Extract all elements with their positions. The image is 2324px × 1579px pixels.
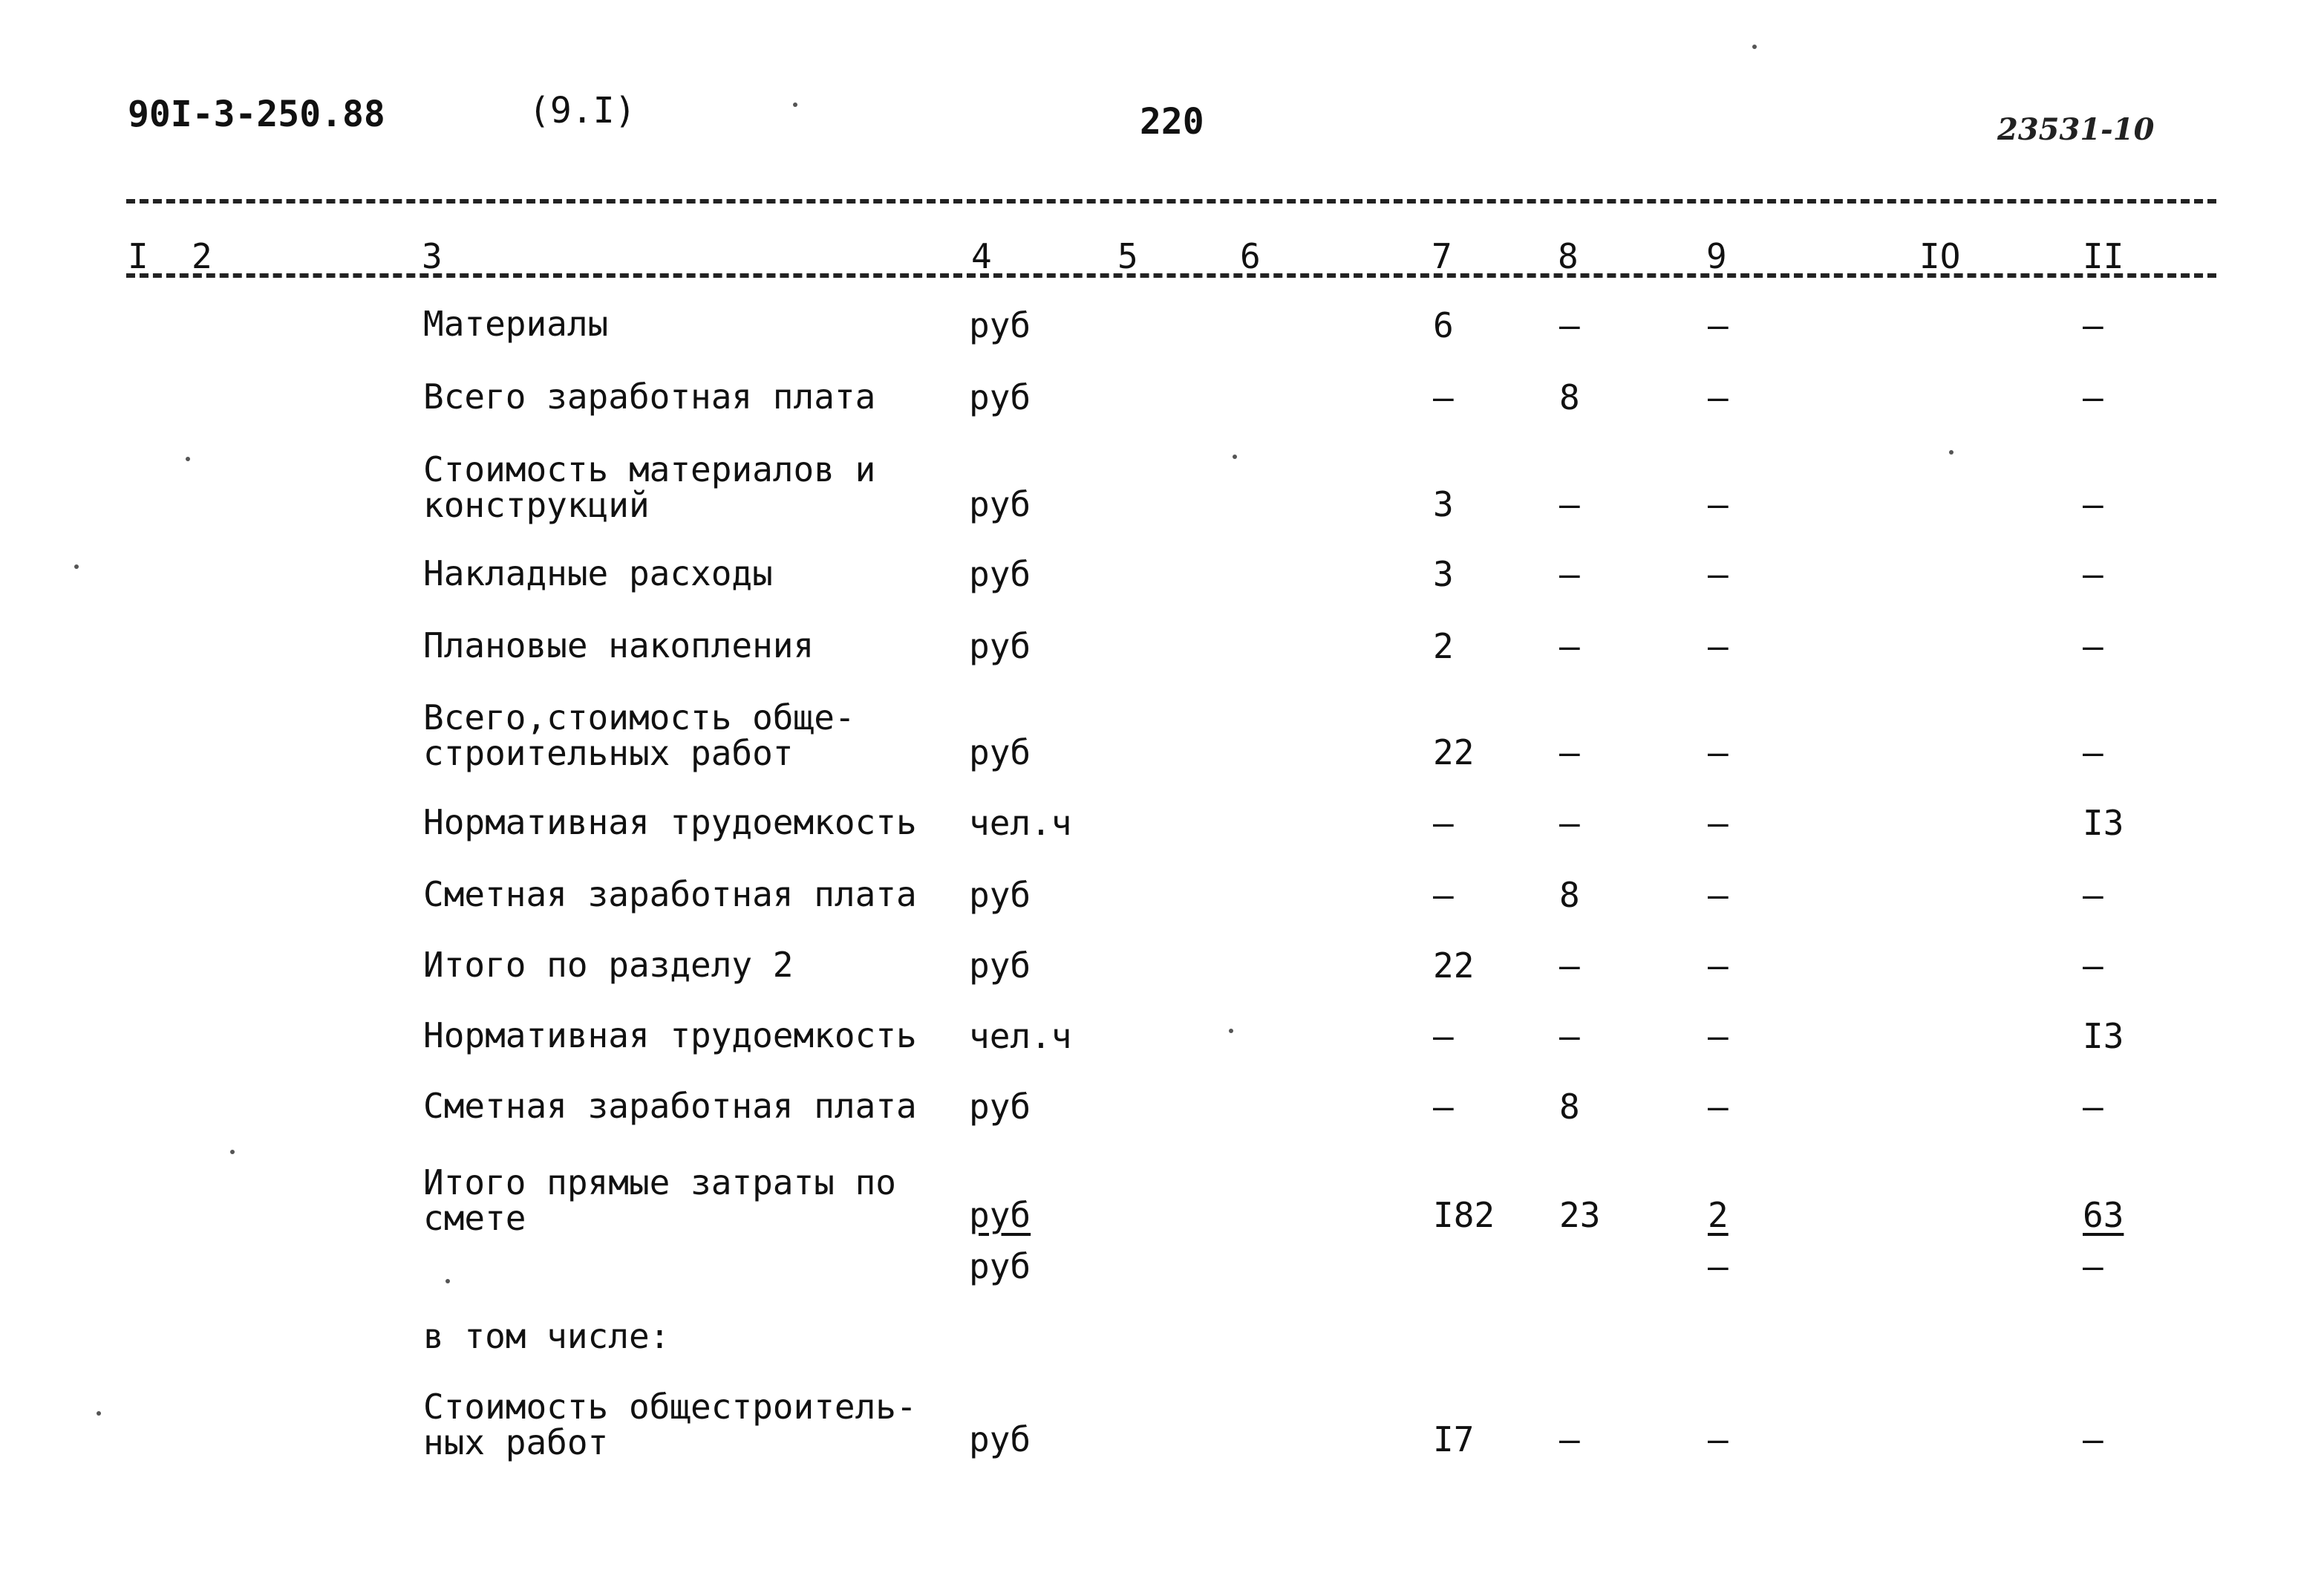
row-cell-col11: – — [2083, 377, 2103, 417]
row-cell-col11: – — [2083, 875, 2103, 915]
row-label: Сметная заработная плата — [423, 1086, 917, 1126]
row-cell-col9: – — [1708, 1016, 1729, 1056]
row-label: Материалы — [423, 304, 609, 344]
row-cell-col8: 8 — [1559, 377, 1580, 417]
row-unit: руб — [969, 1419, 1031, 1459]
row-cell-col9: – — [1708, 803, 1729, 843]
row-cell-col7: 22 — [1433, 732, 1475, 772]
row-label: Сметная заработная плата — [423, 874, 917, 914]
row-cell-col8: – — [1559, 945, 1580, 986]
row-unit: руб — [969, 1195, 1031, 1235]
row-cell-col7: 22 — [1433, 945, 1475, 986]
row-cell-col11: – — [2083, 1419, 2103, 1459]
row-cell-col7: – — [1433, 803, 1454, 843]
row-label: в том числе: — [423, 1316, 670, 1356]
column-number-9: 9 — [1706, 236, 1727, 276]
row-label: Плановые накопления — [423, 625, 815, 665]
column-number-2: 2 — [192, 236, 212, 276]
column-number-11: II — [2083, 236, 2124, 276]
row-label: Всего заработная плата — [423, 377, 876, 417]
row-cell-col9: – — [1708, 554, 1729, 594]
row-cell-col7: 2 — [1433, 626, 1454, 666]
row-cell-col9: – — [1708, 1419, 1729, 1459]
row-unit: чел.ч — [969, 1016, 1072, 1056]
scan-speck — [1229, 1029, 1233, 1033]
row-label: Стоимость материалов и конструкций — [423, 449, 876, 525]
row-label: Нормативная трудоемкость — [423, 802, 917, 842]
row-label: Итого прямые затраты по смете — [423, 1162, 896, 1238]
row-cell-col11: – — [2083, 626, 2103, 666]
row-unit: руб — [969, 626, 1031, 666]
row-cell-col8: – — [1559, 803, 1580, 843]
row-unit: чел.ч — [969, 803, 1072, 843]
scan-speck — [793, 102, 797, 107]
row-cell-col9: – — [1708, 1087, 1729, 1127]
row-unit: руб — [969, 377, 1031, 417]
row-cell-col9: – — [1708, 377, 1729, 417]
row-label: Стоимость общестроитель- ных работ — [423, 1387, 917, 1462]
row-cell-col7: – — [1433, 1087, 1454, 1127]
row-cell-col8: – — [1559, 305, 1580, 345]
scan-speck — [1752, 45, 1757, 49]
archive-stamp-number: 23531-10 — [1997, 112, 2155, 147]
header-rule — [126, 199, 2216, 204]
row-cell-col11: I3 — [2083, 803, 2124, 843]
row-cell-col7: 3 — [1433, 484, 1454, 524]
row-cell-col8: – — [1559, 732, 1580, 772]
row-cell-col11: – — [2083, 1246, 2103, 1286]
row-unit: руб — [969, 945, 1031, 986]
row-cell-col7: I82 — [1433, 1195, 1495, 1235]
row-cell-col11: – — [2083, 945, 2103, 986]
column-number-6: 6 — [1240, 236, 1261, 276]
row-unit: руб — [969, 305, 1031, 345]
row-cell-col9: – — [1708, 1246, 1729, 1286]
section-number: (9.I) — [529, 90, 636, 131]
row-cell-col8: – — [1559, 554, 1580, 594]
row-cell-col9: – — [1708, 945, 1729, 986]
column-number-10: IO — [1919, 236, 1961, 276]
row-cell-col11: – — [2083, 305, 2103, 345]
row-cell-col8: – — [1559, 1016, 1580, 1056]
row-cell-col11: 63 — [2083, 1195, 2124, 1235]
row-cell-col9: 2 — [1708, 1195, 1729, 1235]
row-cell-col9: – — [1708, 626, 1729, 666]
row-cell-col8: – — [1559, 484, 1580, 524]
row-cell-col9: – — [1708, 732, 1729, 772]
row-cell-col7: 3 — [1433, 554, 1454, 594]
row-cell-col7: – — [1433, 875, 1454, 915]
row-cell-col8: 8 — [1559, 875, 1580, 915]
row-label: Всего,стоимость обще- строительных работ — [423, 697, 855, 773]
document-code: 90I-3-250.88 — [128, 94, 385, 135]
row-label: Итого по разделу 2 — [423, 945, 794, 985]
scan-speck — [186, 457, 190, 461]
scan-speck — [445, 1279, 450, 1283]
column-number-7: 7 — [1432, 236, 1452, 276]
column-number-8: 8 — [1558, 236, 1579, 276]
row-cell-col7: I7 — [1433, 1419, 1475, 1459]
scan-speck — [1233, 455, 1237, 459]
row-unit: руб — [969, 875, 1031, 915]
row-cell-col11: – — [2083, 554, 2103, 594]
row-cell-col7: – — [1433, 1016, 1454, 1056]
row-unit: руб — [969, 1246, 1031, 1286]
row-unit: руб — [969, 484, 1031, 524]
row-cell-col7: – — [1433, 377, 1454, 417]
row-cell-col11: – — [2083, 484, 2103, 524]
column-number-1: I — [128, 236, 148, 276]
row-cell-col8: 23 — [1559, 1195, 1601, 1235]
scan-speck — [74, 564, 79, 569]
row-unit: руб — [969, 1087, 1031, 1127]
scan-speck — [97, 1411, 101, 1416]
row-unit: руб — [969, 554, 1031, 594]
page-number: 220 — [1140, 101, 1204, 143]
scan-speck — [1949, 450, 1953, 455]
row-cell-col9: – — [1708, 484, 1729, 524]
row-label: Нормативная трудоемкость — [423, 1015, 917, 1055]
row-cell-col11: – — [2083, 1087, 2103, 1127]
column-number-5: 5 — [1117, 236, 1138, 276]
scan-speck — [230, 1150, 235, 1154]
row-unit: руб — [969, 732, 1031, 772]
column-number-4: 4 — [971, 236, 992, 276]
row-cell-col7: 6 — [1433, 305, 1454, 345]
row-cell-col11: I3 — [2083, 1016, 2124, 1056]
row-label: Накладные расходы — [423, 553, 773, 593]
row-cell-col8: – — [1559, 626, 1580, 666]
row-cell-col8: – — [1559, 1419, 1580, 1459]
row-cell-col11: – — [2083, 732, 2103, 772]
column-number-3: 3 — [422, 236, 443, 276]
row-cell-col8: 8 — [1559, 1087, 1580, 1127]
row-cell-col9: – — [1708, 305, 1729, 345]
row-cell-col9: – — [1708, 875, 1729, 915]
